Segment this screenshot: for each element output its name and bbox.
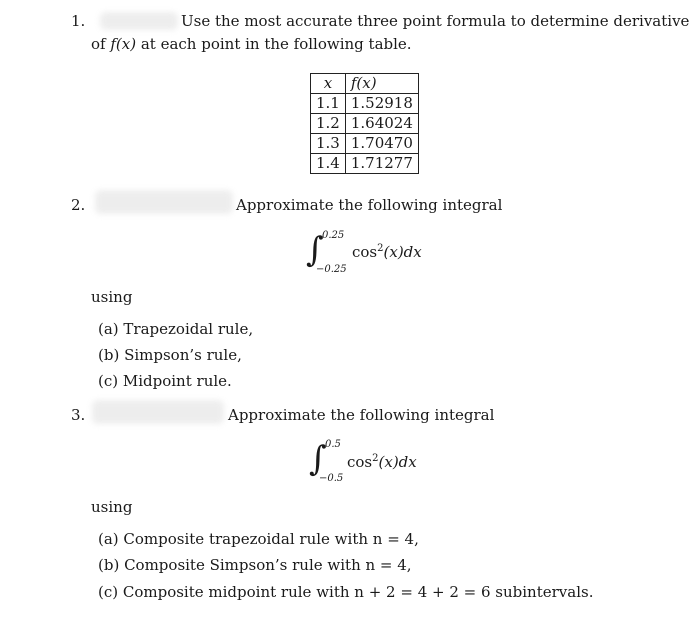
table-header-row bbox=[311, 74, 419, 94]
table-row bbox=[311, 154, 419, 174]
integrand bbox=[347, 453, 417, 471]
problem-3-intro: Approximate the following integral bbox=[228, 406, 495, 424]
table-cell-x: 1.2 bbox=[311, 114, 346, 134]
table-cell-x: 1.1 bbox=[311, 94, 346, 114]
table-header-x: x bbox=[311, 74, 346, 94]
integrand-arg: (x)dx bbox=[378, 453, 417, 471]
problem-1-text-line1: Use the most accurate three point formula to determine derivative bbox=[181, 12, 690, 30]
problem-3-method-a: (a) Composite trapezoidal rule with n = 4, bbox=[98, 530, 419, 548]
integrand bbox=[352, 243, 422, 261]
table-cell-x: 1.4 bbox=[311, 154, 346, 174]
problem-3-number: 3. bbox=[71, 406, 86, 424]
problem-3-using: using bbox=[91, 498, 133, 516]
problem-1-text-line2 bbox=[91, 35, 412, 53]
table-cell-fx: 1.70470 bbox=[345, 134, 418, 154]
derivative-data-table bbox=[310, 73, 419, 174]
problem-1-text-post: at each point in the following table. bbox=[136, 35, 412, 53]
redacted-region bbox=[95, 190, 233, 214]
integral-upper-limit: 0.5 bbox=[325, 439, 341, 450]
table-row bbox=[311, 94, 419, 114]
integral-lower-limit: −0.5 bbox=[319, 473, 344, 484]
problem-3-method-c: (c) Composite midpoint rule with n + 2 = 4 + 2 = 6 subintervals. bbox=[98, 583, 594, 601]
integrand-func: cos bbox=[352, 243, 378, 261]
problem-2-method-c: (c) Midpoint rule. bbox=[98, 372, 232, 390]
integral-lower-limit: −0.25 bbox=[316, 264, 347, 275]
integral-upper-limit: 0.25 bbox=[322, 230, 345, 241]
problem-3-method-b: (b) Composite Simpson’s rule with n = 4, bbox=[98, 556, 412, 574]
problem-2-method-a: (a) Trapezoidal rule, bbox=[98, 320, 254, 338]
problem-2-using: using bbox=[91, 288, 133, 306]
problem-1-number: 1. bbox=[71, 12, 86, 30]
table-cell-fx: 1.52918 bbox=[345, 94, 418, 114]
integrand-arg: (x)dx bbox=[383, 243, 422, 261]
redacted-region bbox=[92, 400, 224, 424]
problem-2-number: 2. bbox=[71, 196, 86, 214]
table-row bbox=[311, 114, 419, 134]
table-cell-x: 1.3 bbox=[311, 134, 346, 154]
integral-sign: ∫ bbox=[306, 230, 324, 270]
problem-1-text-pre: of bbox=[91, 35, 111, 53]
problem-2-method-b: (b) Simpson’s rule, bbox=[98, 346, 242, 364]
table-cell-fx: 1.64024 bbox=[345, 114, 418, 134]
table-header-fx: f(x) bbox=[345, 74, 418, 94]
integrand-exponent: 2 bbox=[377, 243, 384, 254]
table-cell-fx: 1.71277 bbox=[345, 154, 418, 174]
problem-1-math: f(x) bbox=[110, 35, 137, 53]
integrand-func: cos bbox=[347, 453, 373, 471]
integrand-exponent: 2 bbox=[372, 453, 379, 464]
integral-sign: ∫ bbox=[309, 439, 327, 479]
redacted-region bbox=[100, 12, 178, 30]
table-row bbox=[311, 134, 419, 154]
problem-2-intro: Approximate the following integral bbox=[236, 196, 503, 214]
